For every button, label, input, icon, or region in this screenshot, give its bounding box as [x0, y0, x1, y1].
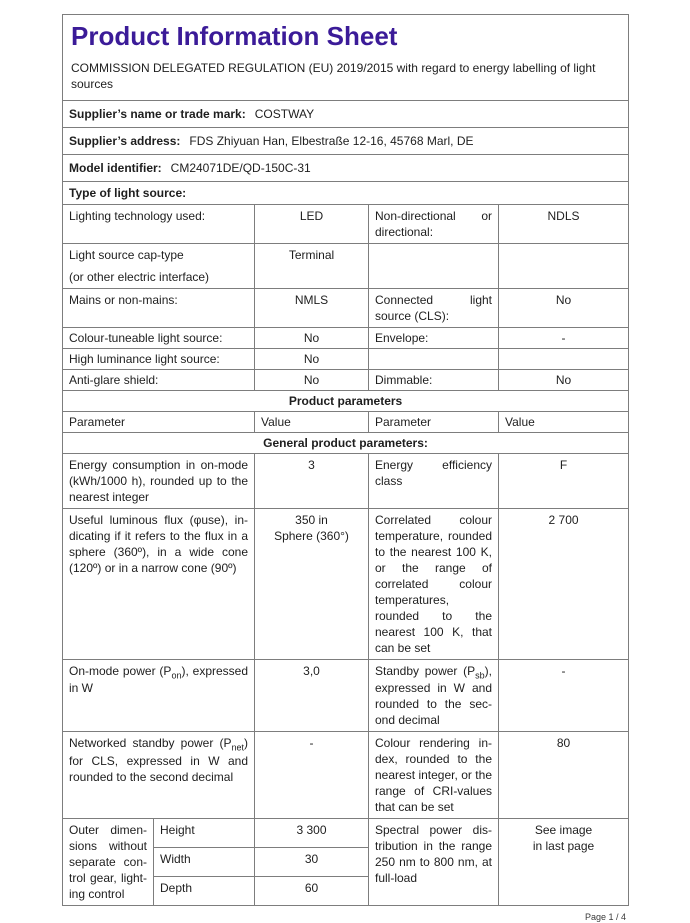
spectral-power-distribution-label: Spectral power distribution in the range 250 nm to 800 nm, at full-load	[369, 819, 499, 906]
envelope-value: -	[499, 328, 629, 349]
page-title: Product Information Sheet	[71, 21, 398, 51]
col-header-parameter-2: Parameter	[369, 412, 499, 433]
anti-glare-label: Anti-glare shield:	[63, 370, 255, 391]
product-parameters-heading: Product parameters	[63, 391, 629, 412]
mains-value: NMLS	[255, 289, 369, 328]
model-identifier-label: Model identifier:	[69, 161, 162, 175]
empty-cell	[499, 349, 629, 370]
info-table	[62, 14, 629, 906]
outer-dimensions-label: Outer dimensions without separate control gear, lighting control	[63, 819, 154, 906]
high-luminance-label: High luminance light source:	[63, 349, 255, 370]
p-sb-subscript: sb	[475, 670, 485, 681]
lighting-technology-label: Lighting technology used:	[63, 205, 255, 244]
title-row	[63, 15, 629, 101]
directionality-label: Non-directional or directional:	[369, 205, 499, 244]
colour-tuneable-label: Colour-tuneable light source:	[63, 328, 255, 349]
column-headers-row	[63, 412, 629, 433]
colour-tuneable-row	[63, 328, 629, 349]
networked-standby-row	[63, 732, 629, 819]
cap-type-label	[63, 244, 255, 289]
colour-rendering-index-label: Colour rendering index, rounded to the nearest integer, or the range of CRI-values that can be set	[369, 732, 499, 819]
supplier-name-label: Supplier’s name or trade mark:	[69, 107, 246, 121]
depth-label: Depth	[154, 877, 255, 906]
networked-standby-value: -	[255, 732, 369, 819]
col-header-parameter-1: Parameter	[63, 412, 255, 433]
envelope-label: Envelope:	[369, 328, 499, 349]
energy-consumption-label: Energy consumption in on-mode (kWh/1000 h), rounded up to the nearest integer	[63, 454, 255, 509]
dimmable-label: Dimmable:	[369, 370, 499, 391]
colour-rendering-index-value: 80	[499, 732, 629, 819]
cap-type-value: Terminal	[255, 244, 369, 289]
model-identifier-value: CM24071DE/QD-150C-31	[170, 161, 311, 175]
width-label: Width	[154, 848, 255, 877]
outer-dimensions-height-row	[63, 819, 629, 848]
on-mode-power-row	[63, 660, 629, 732]
luminous-flux-row	[63, 509, 629, 660]
general-parameters-header-row	[63, 433, 629, 454]
energy-consumption-value: 3	[255, 454, 369, 509]
directionality-value: NDLS	[499, 205, 629, 244]
supplier-address-label: Supplier’s address:	[69, 134, 181, 148]
lighting-technology-row	[63, 205, 629, 244]
high-luminance-row	[63, 349, 629, 370]
width-value: 30	[255, 848, 369, 877]
title-block	[63, 15, 629, 101]
supplier-name-cell	[63, 101, 629, 128]
networked-standby-label: Networked standby power $(P_{net})$ for CLS, expressed in W and rounded to the second decimal	[63, 732, 255, 819]
height-value: 3 300	[255, 819, 369, 848]
spectral-value-line2: in last page	[532, 839, 595, 854]
type-of-light-source-heading: Type of light source:	[63, 182, 629, 205]
height-label: Height	[154, 819, 255, 848]
col-header-value-1: Value	[255, 412, 369, 433]
spectral-value-line1: See image	[534, 823, 593, 838]
mains-row	[63, 289, 629, 328]
high-luminance-value: No	[255, 349, 369, 370]
cap-type-row	[63, 244, 629, 289]
on-mode-power-value: 3,0	[255, 660, 369, 732]
energy-efficiency-class-label: Energy efficiency class	[369, 454, 499, 509]
correlated-colour-temperature-value: 2 700	[499, 509, 629, 660]
supplier-address-row	[63, 128, 629, 155]
connected-light-source-value: No	[499, 289, 629, 328]
energy-efficiency-class-value: F	[499, 454, 629, 509]
correlated-colour-temperature-label: Correlated colour temperature, rounded to the nearest 100 K, or the range of correlated colour temperatures, rounded to the nearest 100 K, that can be set	[369, 509, 499, 660]
luminous-flux-value-line2: Sphere (360°)	[274, 529, 349, 543]
empty-cell	[499, 244, 629, 289]
model-identifier-cell	[63, 155, 629, 182]
standby-power-value: -	[499, 660, 629, 732]
anti-glare-value: No	[255, 370, 369, 391]
dimmable-value: No	[499, 370, 629, 391]
supplier-address-value: FDS Zhiyuan Han, Elbestraße 12-16, 45768 Marl, DE	[189, 134, 474, 148]
standby-power-label: Standby power $(P_{sb})$, expressed in W and rounded to the second decimal	[369, 660, 499, 732]
empty-cell	[369, 244, 499, 289]
col-header-value-2: Value	[499, 412, 629, 433]
page-number: Page 1 / 4	[584, 912, 626, 923]
depth-value: 60	[255, 877, 369, 906]
cap-type-label-line1: Light source cap-type	[69, 248, 184, 262]
mains-label: Mains or non-mains:	[63, 289, 255, 328]
luminous-flux-value-line1: 350 in	[295, 513, 328, 527]
supplier-address-cell	[63, 128, 629, 155]
p-on-subscript: on	[171, 670, 182, 681]
colour-tuneable-value: No	[255, 328, 369, 349]
supplier-name-row	[63, 101, 629, 128]
luminous-flux-value	[255, 509, 369, 660]
anti-glare-row	[63, 370, 629, 391]
p-net-subscript: net	[231, 742, 244, 753]
supplier-name-value: COSTWAY	[254, 107, 315, 121]
type-of-light-source-row	[63, 182, 629, 205]
energy-consumption-row	[63, 454, 629, 509]
luminous-flux-label: Useful luminous flux (φuse), indicating if it refers to the flux in a sphere (360º), in a wide cone (120º) or in a narrow cone (90º)	[63, 509, 255, 660]
on-mode-power-label: On-mode power $(P_{on})$, expressed in W	[63, 660, 255, 732]
lighting-technology-value: LED	[255, 205, 369, 244]
general-parameters-heading: General product parameters:	[63, 433, 629, 454]
connected-light-source-label: Connected light source (CLS):	[369, 289, 499, 328]
regulation-text: COMMISSION DELEGATED REGULATION (EU) 2019/2015 with regard to energy labelling of light sources	[71, 61, 596, 91]
product-parameters-header-row	[63, 391, 629, 412]
empty-cell	[369, 349, 499, 370]
spectral-power-distribution-value	[499, 819, 629, 906]
product-information-sheet	[62, 14, 628, 923]
cap-type-label-line2: (or other electric interface)	[69, 270, 210, 284]
model-identifier-row	[63, 155, 629, 182]
